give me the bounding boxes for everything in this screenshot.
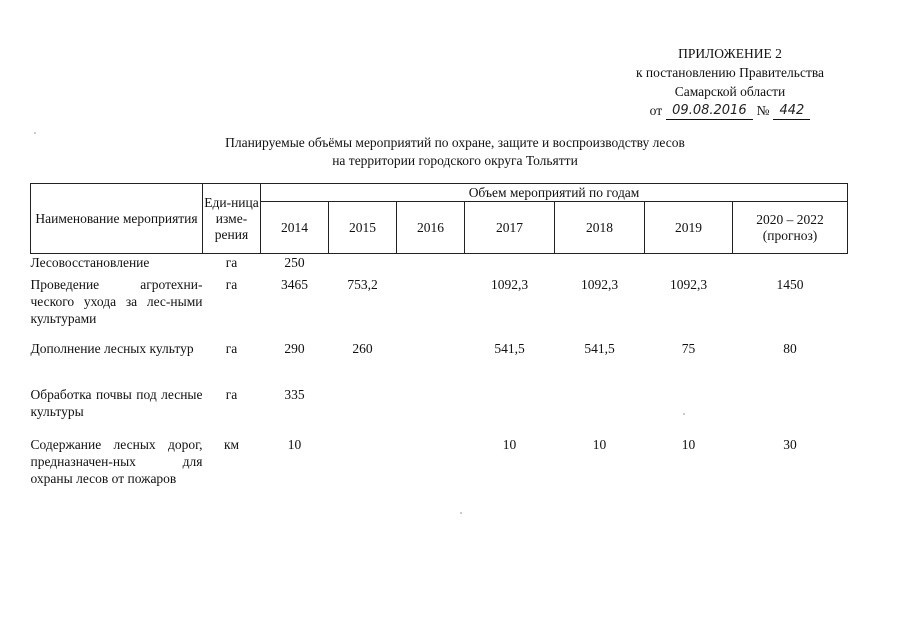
row-value [733, 254, 848, 276]
row-value [329, 436, 397, 508]
table-row [31, 276, 848, 340]
row-value [733, 386, 848, 436]
appendix-resolution-line: к постановлению Правительства [635, 65, 825, 80]
row-value [645, 386, 733, 436]
measures-table [30, 183, 848, 508]
table-row [31, 386, 848, 436]
row-value: 290 [284, 340, 305, 356]
row-value [397, 436, 465, 508]
row-name: Лесовосстановление [30, 255, 150, 270]
row-unit: га [225, 386, 238, 402]
year-header: 2020 – 2022 (прогноз) [733, 202, 848, 254]
row-value: 10 [287, 436, 302, 452]
row-value [397, 254, 465, 276]
row-value: 3465 [281, 276, 308, 292]
row-value [555, 254, 645, 276]
document-title [140, 134, 770, 170]
year-header: 2018 [555, 202, 645, 254]
row-name: Проведение агротехни-ческого ухода за лес-ными культурами [30, 276, 203, 326]
handwritten-number: 442 [773, 103, 810, 120]
row-value [397, 276, 465, 340]
year-header: 2016 [397, 202, 465, 254]
year-header: 2015 [329, 202, 397, 254]
row-value: 80 [783, 340, 797, 356]
row-value: 335 [284, 386, 305, 402]
row-value: 1092,3 [490, 276, 529, 292]
row-value [329, 386, 397, 436]
row-value: 541,5 [494, 340, 525, 356]
row-value [645, 254, 733, 276]
year-header: 2017 [465, 202, 555, 254]
row-name: Обработка почвы под лесные культуры [30, 386, 203, 419]
resolution-date-number [600, 101, 860, 120]
col-header-unit: Еди-ница изме-рения [203, 184, 261, 254]
row-unit: га [225, 276, 238, 292]
col-header-name: Наименование мероприятия [31, 184, 203, 254]
table-row [31, 340, 848, 386]
row-value [397, 386, 465, 436]
title-line-1: Планируемые объёмы мероприятий по охране, защите и воспроизводству лесов [225, 135, 685, 150]
row-value: 260 [352, 340, 373, 356]
table-row [31, 254, 848, 276]
scan-speck [460, 512, 462, 514]
row-value [555, 386, 645, 436]
row-value: 541,5 [584, 340, 615, 356]
row-value [465, 386, 555, 436]
row-value: 10 [502, 436, 517, 452]
year-header: 2019 [645, 202, 733, 254]
row-value: 1092,3 [580, 276, 619, 292]
from-label: от [649, 103, 663, 118]
appendix-label: ПРИЛОЖЕНИЕ 2 [678, 46, 782, 61]
row-value: 1092,3 [669, 276, 708, 292]
row-value: 753,2 [347, 276, 378, 292]
handwritten-date: 09.08.2016 [666, 103, 752, 120]
row-unit: га [225, 340, 238, 356]
row-value: 1450 [776, 276, 804, 292]
row-value: 30 [783, 436, 797, 452]
row-unit: км [223, 436, 240, 452]
row-value [397, 340, 465, 386]
appendix-header [600, 44, 860, 120]
table-row [31, 436, 848, 508]
scan-speck [34, 132, 36, 134]
appendix-region-line: Самарской области [674, 84, 786, 99]
row-value: 75 [681, 340, 696, 356]
title-line-2: на территории городского округа Тольятти [332, 153, 578, 168]
row-value: 10 [592, 436, 607, 452]
row-name: Содержание лесных дорог, предназначен-ных для охраны лесов от пожаров [30, 436, 203, 486]
row-name: Дополнение лесных культур [30, 340, 194, 356]
scan-speck [683, 413, 685, 415]
number-label: № [756, 103, 770, 118]
row-unit: га [225, 255, 238, 270]
row-value: 250 [284, 255, 305, 270]
row-value [465, 254, 555, 276]
row-value [329, 254, 397, 276]
year-header: 2014 [261, 202, 329, 254]
col-header-group: Объем мероприятий по годам [261, 184, 848, 202]
row-value: 10 [681, 436, 696, 452]
